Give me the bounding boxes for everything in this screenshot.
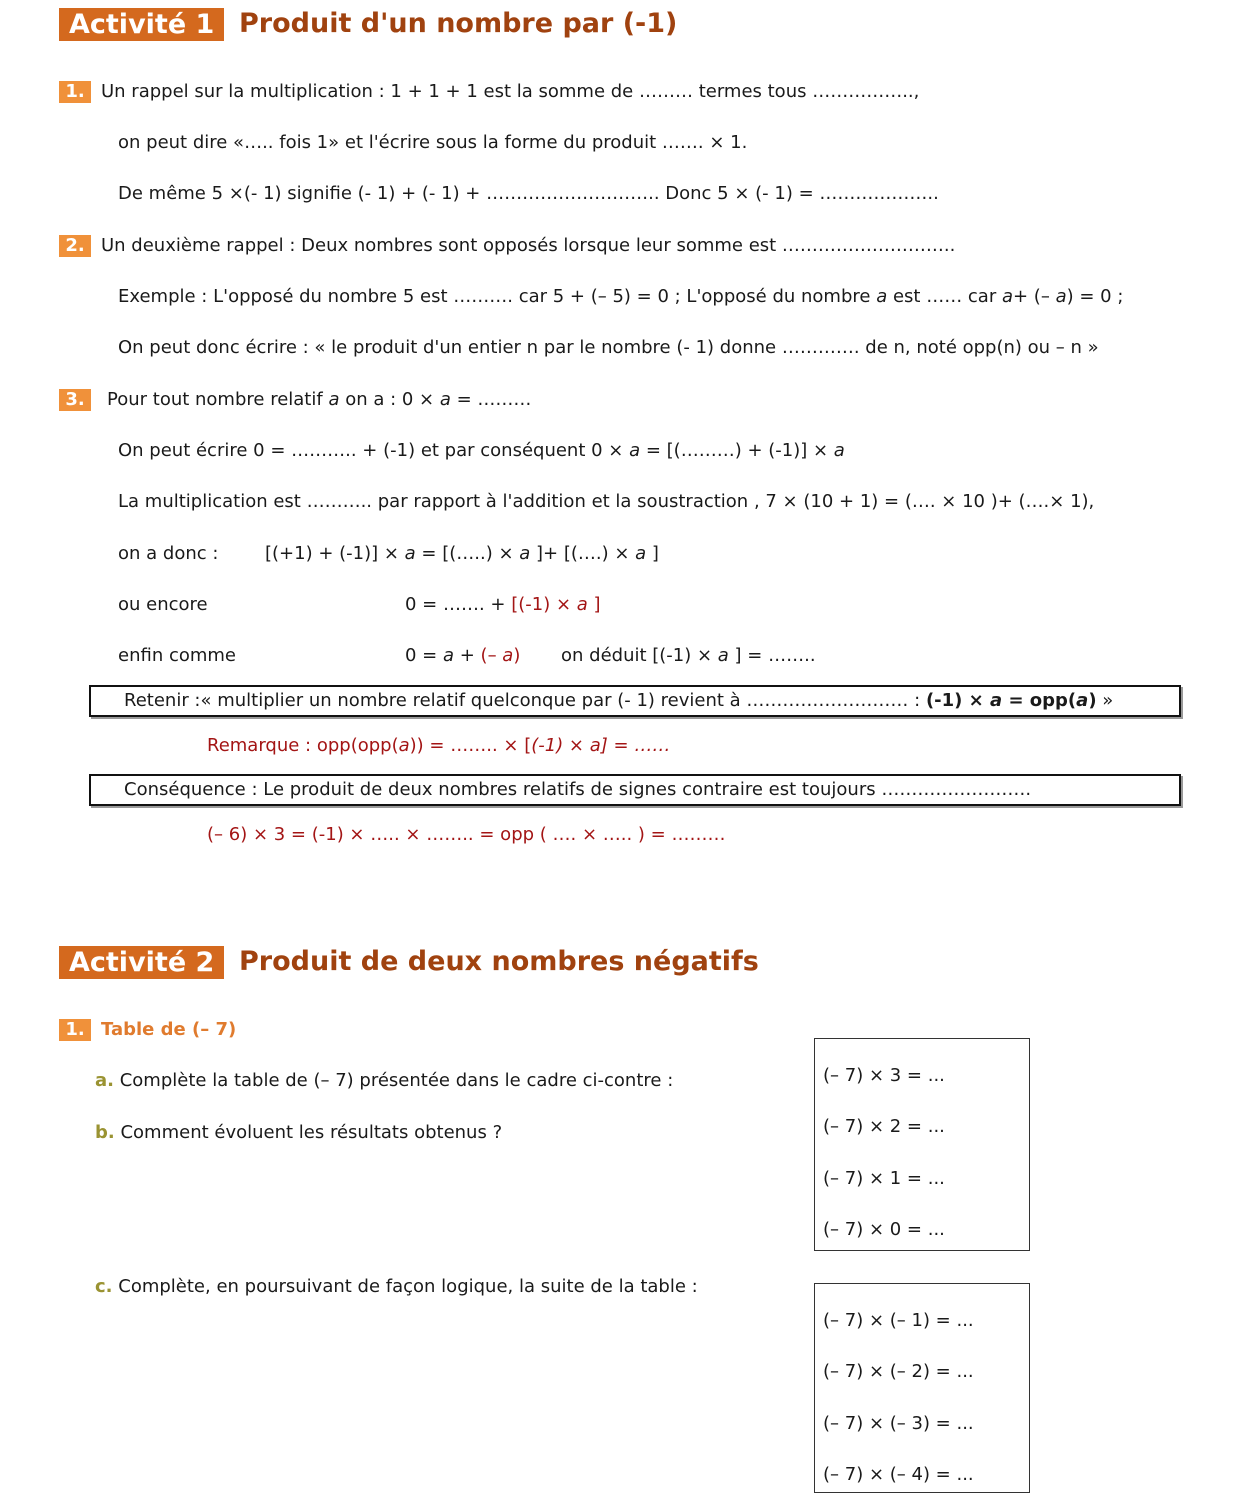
- q3-line6-label: enfin comme: [118, 645, 237, 666]
- table1-row: (– 7) × 3 = ...: [823, 1065, 945, 1086]
- table-7-positive: [814, 1038, 1030, 1251]
- activity1-badge: Activité 1: [59, 8, 224, 41]
- q2-line3: On peut donc écrire : « le produit d'un entier n par le nombre (- 1) donne …………. de n, noté opp(n) ou – n »: [118, 337, 1099, 358]
- a2-question1-badge: 1.: [59, 1019, 91, 1041]
- q1-line3: De même 5 ×(- 1) signifie (- 1) + (- 1) + ……………………….. Donc 5 × (- 1) = ………………..: [118, 183, 939, 204]
- table2-row: (– 7) × (– 4) = ...: [823, 1464, 974, 1485]
- retenir-box: Retenir :« multiplier un nombre relatif quelconque par (- 1) revient à ……………………… : (-1) × a = opp(a) »: [89, 685, 1181, 717]
- table1-row: (– 7) × 0 = ...: [823, 1219, 945, 1240]
- q3-line6-expr: 0 = a + (– a): [405, 645, 521, 666]
- q2-line1: Un deuxième rappel : Deux nombres sont opposés lorsque leur somme est ………………………..: [101, 235, 956, 256]
- consequence-box: Conséquence : Le produit de deux nombres relatifs de signes contraire est toujours …………………….: [89, 774, 1181, 806]
- table2-row: (– 7) × (– 3) = ...: [823, 1413, 974, 1434]
- activity2-title: Produit de deux nombres négatifs: [239, 946, 759, 977]
- q3-line3: La multiplication est ……….. par rapport à l'addition et la soustraction , 7 × (10 + 1) = (…. × 10 )+ (….× 1),: [118, 491, 1095, 512]
- activity1-title: Produit d'un nombre par (-1): [239, 8, 678, 39]
- table2-row: (– 7) × (– 2) = ...: [823, 1361, 974, 1382]
- question3-badge: 3.: [59, 389, 91, 411]
- activity2-badge: Activité 2: [59, 946, 224, 979]
- q3-line1: Pour tout nombre relatif a on a : 0 × a = ………: [107, 389, 532, 410]
- a2-q1-item-a: a. Complète la table de (– 7) présentée dans le cadre ci-contre :: [95, 1070, 674, 1091]
- q1-line1: Un rappel sur la multiplication : 1 + 1 + 1 est la somme de ……… termes tous ……………..,: [101, 81, 920, 102]
- q3-line6-deduction: on déduit [(-1) × a ] = ……..: [561, 645, 816, 666]
- q3-line4-expr: [(+1) + (-1)] × a = [(…..) × a ]+ [(….) × a ]: [265, 543, 659, 564]
- q3-line2: On peut écrire 0 = ……….. + (-1) et par conséquent 0 × a = [(………) + (-1)] × a: [118, 440, 845, 461]
- a2-q1-subtitle: Table de (– 7): [101, 1019, 237, 1040]
- q3-line5-expr: 0 = ……. + [(-1) × a ]: [405, 594, 601, 615]
- q2-line2: Exemple : L'opposé du nombre 5 est ………. car 5 + (– 5) = 0 ; L'opposé du nombre a est …… car a+ (– a) = 0 ;: [118, 286, 1124, 307]
- q3-line5-label: ou encore: [118, 594, 208, 615]
- a2-q1-item-c: c. Complète, en poursuivant de façon logique, la suite de la table :: [95, 1276, 698, 1297]
- table1-row: (– 7) × 1 = ...: [823, 1168, 945, 1189]
- table1-row: (– 7) × 2 = ...: [823, 1116, 945, 1137]
- table-7-negative: [814, 1283, 1030, 1493]
- q3-line4-label: on a donc :: [118, 543, 219, 564]
- question1-badge: 1.: [59, 81, 91, 103]
- a2-q1-item-b: b. Comment évoluent les résultats obtenus ?: [95, 1122, 503, 1143]
- q1-line2: on peut dire «….. fois 1» et l'écrire sous la forme du produit ……. × 1.: [118, 132, 748, 153]
- consequence-example: (– 6) × 3 = (-1) × ….. × …….. = opp ( …. × ….. ) = ………: [207, 824, 726, 845]
- table2-row: (– 7) × (– 1) = ...: [823, 1310, 974, 1331]
- question2-badge: 2.: [59, 235, 91, 257]
- remarque: Remarque : opp(opp(a)) = …….. × [(-1) × a] = ……: [207, 735, 671, 756]
